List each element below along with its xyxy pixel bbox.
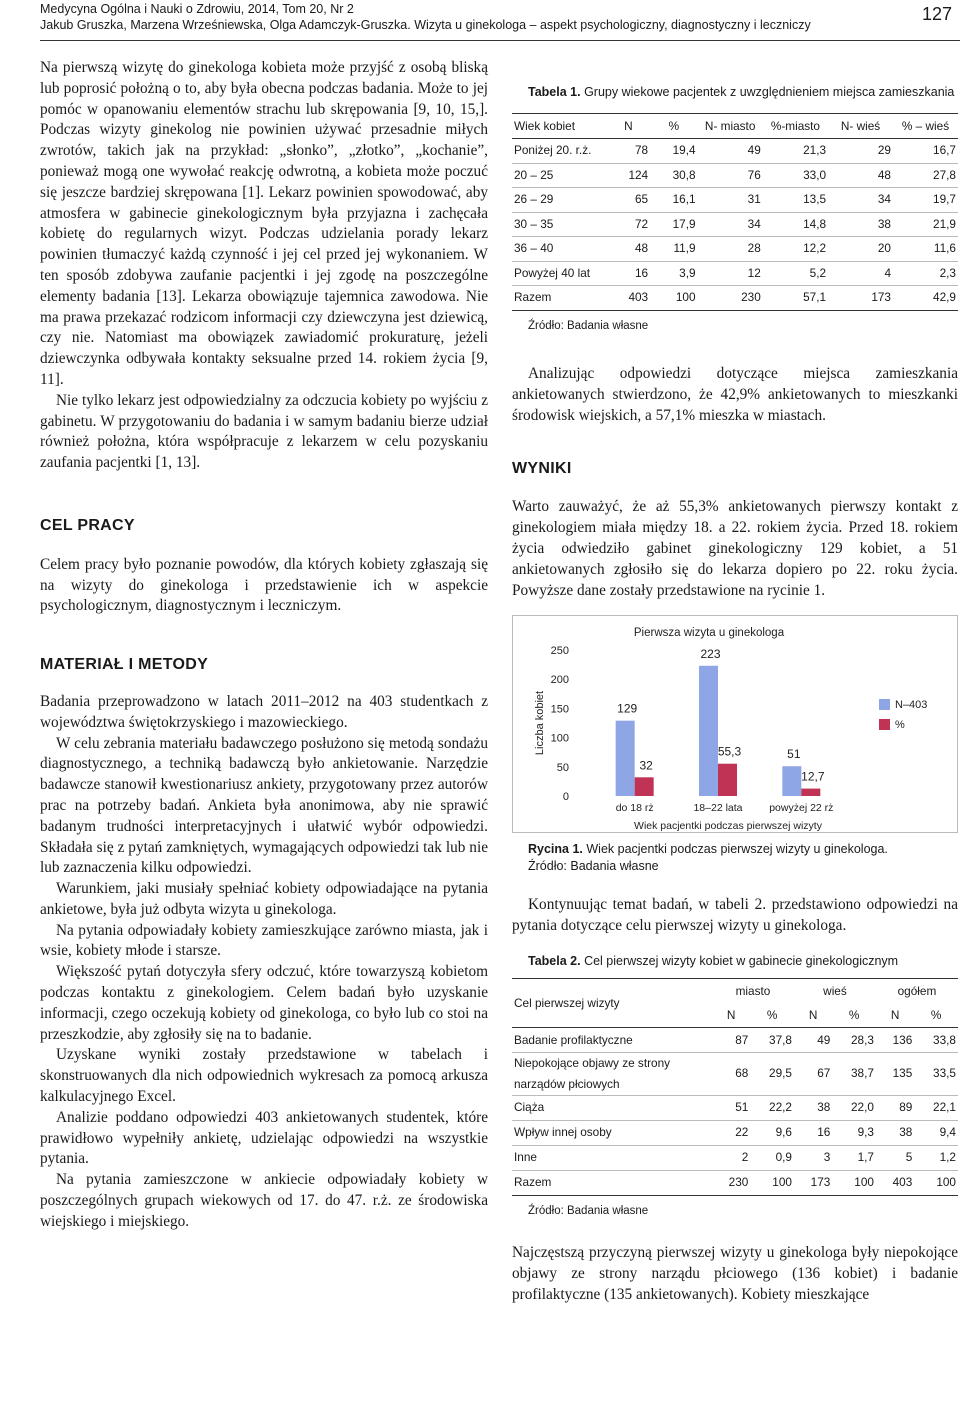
table1-row	[512, 212, 958, 237]
table2-cell: 9,4	[914, 1120, 958, 1145]
chart-y-tick: 50	[556, 762, 569, 775]
chart-bar	[616, 721, 635, 796]
page-number: 127	[921, 4, 952, 24]
table2-row-label: Ciąża	[512, 1095, 712, 1120]
table2-cell: 100	[750, 1170, 794, 1195]
table1-col-header: %-miasto	[763, 114, 828, 139]
table1-cell: 33,0	[763, 163, 828, 188]
chart-bar	[635, 778, 654, 797]
chart-y-tick: 250	[550, 645, 569, 658]
table2-group: ogółem	[876, 979, 958, 1004]
table2-cell: 49	[794, 1028, 832, 1053]
right-column	[512, 58, 958, 1306]
table1-cell: 76	[698, 163, 763, 188]
methods-paragraph: Na pytania odpowiadały kobiety zamieszkujące zarówno miasta, jak i wsie, kobiety młode i starsze.	[40, 921, 488, 960]
table1-cell: 5,2	[763, 261, 828, 286]
table1-cell: 17,9	[650, 212, 697, 237]
table1-cell: 42,9	[893, 286, 958, 311]
table2-row	[512, 1095, 958, 1120]
table2-sub: %	[750, 1003, 794, 1028]
table2-cell: 22,1	[914, 1095, 958, 1120]
cel-pracy-heading: CEL PRACY	[40, 516, 135, 534]
table2-row	[512, 1170, 958, 1195]
analysis-paragraph: Analizując odpowiedzi dotyczące miejsca zamieszkania ankietowanych stwierdzono, że 42,9% ankietowanych to mieszkanki środowisk wiejskich, a 57,1% mieszka w miastach.	[512, 365, 958, 424]
chart-bar	[699, 666, 718, 796]
table1-cell: 12,2	[763, 237, 828, 262]
chart-x-label: Wiek pacjentki podczas pierwszej wizyty	[634, 820, 822, 833]
table2-caption-text: Cel pierwszej wizyty kobiet w gabinecie ginekologicznym	[584, 954, 899, 969]
table2-row-label: Wpływ innej osoby	[512, 1120, 712, 1145]
table1-cell: 11,9	[650, 237, 697, 262]
table2-cell: 89	[876, 1095, 914, 1120]
methods-paragraph: Badania przeprowadzono w latach 2011–2012 na 403 studentkach z województwa świętokrzyskiego i mazowieckiego.	[40, 692, 488, 731]
chart-bar	[782, 767, 801, 797]
table1-cell: 11,6	[893, 237, 958, 262]
table2-cell: 1,7	[832, 1145, 876, 1170]
table1-caption-text: Grupy wiekowe pacjentek z uwzględnieniem miejsca zamieszkania	[584, 85, 955, 99]
table1-cell: 19,4	[650, 139, 697, 164]
chart-data-label: 55,3	[717, 745, 742, 760]
intro-paragraph: Na pierwszą wizytę do ginekologa kobieta może przyjść z osobą bliską lub poprosić położną o to, aby była obecna podczas badania. Może to jej pomóc w opanowaniu elementów strachu lub skrępowania [9, 10, 15,]. Podczas wizyty ginekolog nie powinien używać przesadnie miłych zwrotów, takich jak na przykład: „słonko”, „złotko”, „kochanie”, ponieważ mogą one wywołać reakcję odwrotną, a kobieta może poczuć się jeszcze bardziej skrępowana [1]. Lekarz powinien spowodować, aby atmosfera w gabinecie ginekologicznym była przyjazna i zachęcała kobietę do regularnych wizyt. Podczas udzielania porady lekarz powinien tłumaczyć każdą czynność i jej cel przed jej wykonaniem. W ten sposób zdobywa zaufanie pacjentki i jej zgodę na poszczególne elementy badania [13]. Lekarza obowiązuje tajemnica zawodowa. Nie ma prawa przekazać rodzicom informacji czy dziewczyna jest dziewicą, czy nie. Natomiast ma obowiązek zawiadomić prokuraturę, jeżeli dziewczynka odbywała kontakty seksualne przed 14. rokiem życia [9, 11].	[40, 59, 488, 388]
table1-cell: 49	[698, 139, 763, 164]
chart-y-tick: 0	[562, 791, 569, 804]
table1-cell: 124	[607, 163, 650, 188]
table2-sub: %	[832, 1003, 876, 1028]
table2-cell: 5	[876, 1145, 914, 1170]
chart-x-tick: powyżej 22 rż	[769, 802, 834, 815]
continuation-paragraph: Kontynuując temat badań, w tabeli 2. przedstawiono odpowiedzi na pytania dotyczące celu pierwszej wizyty u ginekologa.	[512, 896, 958, 935]
methods-paragraph: W celu zebrania materiału badawczego posłużono się metodą sondażu diagnostycznego, a techniką badawczą było ankietowanie. Narzędzie badawcze stanowił kwestionariusz ankiety, przygotowany przez autorów prac na potrzeby badań. Ankieta była anonimowa, aby nie sprawić badanym trudności interpretacyjnych i ułatwić wybór odpowiedzi. Składała się z pytań zamkniętych, wymagających odpowiedzi tak lub nie lub zaznaczenia kilku odpowiedzi.	[40, 734, 488, 877]
table1-source: Źródło: Badania własne	[528, 319, 649, 332]
table1-cell: 30,8	[650, 163, 697, 188]
table1-cell: 3,9	[650, 261, 697, 286]
table2-cell: 51	[712, 1095, 750, 1120]
chart-data-label: 32	[639, 758, 653, 773]
table1-row	[512, 261, 958, 286]
table2-cell: 9,6	[750, 1120, 794, 1145]
table2-cell: 22	[712, 1120, 750, 1145]
table2-row	[512, 1028, 958, 1053]
table1-col-header: % – wieś	[893, 114, 958, 139]
table1-row-label: Razem	[512, 286, 607, 311]
chart-y-tick: 100	[550, 733, 569, 746]
chart-y-tick: 200	[550, 674, 569, 687]
table2-cell: 136	[876, 1028, 914, 1053]
chart-data-label: 51	[787, 747, 801, 762]
chart-data-label: 223	[700, 647, 721, 662]
table1-cell: 27,8	[893, 163, 958, 188]
table2-cell: 68	[712, 1053, 750, 1096]
chart-bar	[801, 789, 820, 796]
table2-cell: 22,0	[832, 1095, 876, 1120]
table1-cell: 100	[650, 286, 697, 311]
table1-row	[512, 237, 958, 262]
table1-cell: 12	[698, 261, 763, 286]
table2-cell: 67	[794, 1053, 832, 1096]
table2-cell: 38,7	[832, 1053, 876, 1096]
figure1-caption	[512, 841, 958, 858]
table1-cell: 31	[698, 188, 763, 213]
table1-cell: 38	[828, 212, 893, 237]
table2-cell: 3	[794, 1145, 832, 1170]
table1-cell: 48	[828, 163, 893, 188]
methods-paragraph: Na pytania zamieszczone w ankiecie odpowiadały kobiety w poszczególnych grupach wiekowych od 17. do 47. r.ż. ze środowiska wiejskiego i miejskiego.	[40, 1171, 488, 1230]
journal-name: Medycyna Ogólna i Nauki o Zdrowiu, 2014, Tom 20, Nr 2	[40, 2, 354, 16]
legend-swatch	[879, 719, 890, 730]
table2-row-label: Inne	[512, 1145, 712, 1170]
table1-cell: 2,3	[893, 261, 958, 286]
results-paragraph: Warto zauważyć, że aż 55,3% ankietowanych pierwszy kontakt z ginekologiem miała między 18. a 22. rokiem życia. Przed 18. rokiem życia odwiedziło gabinet ginekologiczny 129 kobiet, a 51 ankietowanych zgłosiło się do lekarza dopiero po 22. roku życia. Powyższe dane zostały przedstawione na rycinie 1.	[512, 498, 958, 599]
bar-chart-svg	[513, 616, 959, 834]
table2-cell: 100	[832, 1170, 876, 1195]
table1-caption	[512, 84, 958, 101]
table1-cell: 16,7	[893, 139, 958, 164]
table2-cell: 29,5	[750, 1053, 794, 1096]
chart-y-tick: 150	[550, 703, 569, 716]
table1-cell: 16,1	[650, 188, 697, 213]
figure1-caption-text: Wiek pacjentki podczas pierwszej wizyty u ginekologa.	[586, 842, 888, 857]
table2-cell: 100	[914, 1170, 958, 1195]
table2-body	[512, 979, 958, 1196]
table1-cell: 403	[607, 286, 650, 311]
table1-cell: 20	[828, 237, 893, 262]
table1-col-header: %	[650, 114, 697, 139]
table1-cell: 29	[828, 139, 893, 164]
table1-cell: 28	[698, 237, 763, 262]
intro-paragraph: Nie tylko lekarz jest odpowiedzialny za odczucia kobiety po wyjściu z gabinetu. W przygotowaniu do badania i w samym badaniu bierze udział również położna, która współpracuje z lekarzem w celu pozyskaniu zaufania pacjentki [1, 13].	[40, 391, 488, 472]
table2-label: Tabela 2.	[528, 954, 581, 969]
left-column	[40, 58, 488, 1233]
table2-sub: N	[712, 1003, 750, 1028]
table2-row-header: Cel pierwszej wizyty	[512, 979, 712, 1028]
table1-cell: 16	[607, 261, 650, 286]
header-rule	[40, 40, 960, 41]
cel-pracy-text: Celem pracy było poznanie powodów, dla których kobiety zgłaszają się na wizyty do ginekologa i przedstawienie ich w aspekcie psychologicznym, diagnostycznym i leczniczym.	[40, 555, 488, 615]
table1-body	[512, 139, 958, 311]
table1-row-label: Poniżej 20. r.ż.	[512, 139, 607, 164]
figure1-label: Rycina 1.	[528, 842, 583, 857]
table1-cell: 72	[607, 212, 650, 237]
table2-caption	[512, 953, 958, 970]
table2-cell: 230	[712, 1170, 750, 1195]
table1-cell: 13,5	[763, 188, 828, 213]
table1-col-header: Wiek kobiet	[512, 114, 607, 139]
table2-row	[512, 1120, 958, 1145]
table1-row-label: 30 – 35	[512, 212, 607, 237]
final-paragraph: Najczęstszą przyczyną pierwszej wizyty u ginekologa były niepokojące objawy ze strony narządu płciowego (136 kobiet) i badanie profilaktyczne (135 ankietowanych). Kobiety mieszkające	[512, 1244, 958, 1304]
table2-cell: 1,2	[914, 1145, 958, 1170]
table2-cell: 9,3	[832, 1120, 876, 1145]
table1-cell: 19,7	[893, 188, 958, 213]
table2-sub: %	[914, 1003, 958, 1028]
table1-row-label: Powyżej 40 lat	[512, 261, 607, 286]
table1-cell: 48	[607, 237, 650, 262]
table1-cell: 34	[828, 188, 893, 213]
table1-cell: 14,8	[763, 212, 828, 237]
running-header	[40, 0, 960, 36]
table1-cell: 34	[698, 212, 763, 237]
table2-cell: 173	[794, 1170, 832, 1195]
legend-label: %	[895, 719, 905, 732]
table1-cell: 21,3	[763, 139, 828, 164]
table1-cell: 57,1	[763, 286, 828, 311]
table2-cell: 33,5	[914, 1053, 958, 1096]
table2-cell: 2	[712, 1145, 750, 1170]
chart-y-label: Liczba kobiet	[534, 691, 546, 756]
table2-cell: 135	[876, 1053, 914, 1096]
chart-x-tick: do 18 rż	[615, 802, 654, 815]
article-citation: Jakub Gruszka, Marzena Wrześniewska, Olga Adamczyk-Gruszka. Wizyta u ginekologa – aspekt psychologiczny, diagnostyczny i leczniczy	[40, 18, 811, 32]
table1-header-row	[512, 114, 958, 139]
wyniki-heading: WYNIKI	[512, 459, 572, 477]
table1-cell: 78	[607, 139, 650, 164]
chart-data-label: 129	[617, 702, 638, 717]
table2-cell: 33,8	[914, 1028, 958, 1053]
table2-cell: 38	[876, 1120, 914, 1145]
table1-cell: 173	[828, 286, 893, 311]
table1	[512, 113, 958, 311]
table1-row-label: 26 – 29	[512, 188, 607, 213]
table2-row-label: Niepokojące objawy ze strony narządów płciowych	[512, 1053, 712, 1096]
figure1-source: Źródło: Badania własne	[528, 859, 659, 874]
table2-cell: 38	[794, 1095, 832, 1120]
materialy-heading: MATERIAŁ I METODY	[40, 656, 209, 674]
table2-cell: 87	[712, 1028, 750, 1053]
legend-swatch	[879, 699, 890, 710]
methods-paragraph: Analizie poddano odpowiedzi 403 ankietowanych studentek, które prawidłowo wypełniły ankietę, udzielając odpowiedzi na wszystkie pytania.	[40, 1108, 488, 1168]
table2	[512, 978, 958, 1196]
table1-col-header: N- wieś	[828, 114, 893, 139]
table2-row	[512, 1053, 958, 1096]
table1-col-header: N- miasto	[698, 114, 763, 139]
table2-cell: 403	[876, 1170, 914, 1195]
table1-cell: 65	[607, 188, 650, 213]
table2-source: Źródło: Badania własne	[528, 1204, 649, 1217]
table2-row	[512, 1145, 958, 1170]
table2-cell: 37,8	[750, 1028, 794, 1053]
table1-col-header: N	[607, 114, 650, 139]
table1-cell: 230	[698, 286, 763, 311]
legend-label: N–403	[895, 699, 928, 712]
methods-paragraph: Warunkiem, jaki musiały spełniać kobiety odpowiadające na pytania ankietowe, była już odbyta wizyta u ginekologa.	[40, 880, 488, 918]
table1-row	[512, 139, 958, 164]
table2-cell: 22,2	[750, 1095, 794, 1120]
table2-row-label: Badanie profilaktyczne	[512, 1028, 712, 1053]
table1-row-label: 36 – 40	[512, 237, 607, 262]
table1-cell: 21,9	[893, 212, 958, 237]
table1-label: Tabela 1.	[528, 85, 581, 99]
table1-row	[512, 163, 958, 188]
table1-row-label: 20 – 25	[512, 163, 607, 188]
table2-group-header	[512, 979, 958, 1004]
table2-group: miasto	[712, 979, 794, 1004]
chart-x-tick: 18–22 lata	[693, 802, 743, 815]
methods-paragraph: Większość pytań dotyczyła sfery odczuć, które towarzyszą kobietom podczas kontaktu z ginekologiem. Celem badań było uzyskanie informacji, czego oczekują kobiety od ginekologa, co było lub co stoi na przeszkodzie, aby zgłosiły się na to badanie.	[40, 963, 488, 1043]
table1-row	[512, 188, 958, 213]
table2-cell: 0,9	[750, 1145, 794, 1170]
table2-sub: N	[794, 1003, 832, 1028]
chart-bar	[718, 764, 737, 796]
figure1-chart	[512, 615, 958, 833]
table1-row	[512, 286, 958, 311]
table1-cell: 4	[828, 261, 893, 286]
table2-cell: 16	[794, 1120, 832, 1145]
methods-paragraph: Uzyskane wyniki zostały przedstawione w tabelach i skonstruowanych dla nich odpowiednich wykresach za pomocą arkusza kalkulacyjnego Excel.	[40, 1046, 488, 1106]
table2-group: wieś	[794, 979, 876, 1004]
table2-sub: N	[876, 1003, 914, 1028]
table2-cell: 28,3	[832, 1028, 876, 1053]
table2-row-label: Razem	[512, 1170, 712, 1195]
chart-title: Pierwsza wizyta u ginekologa	[633, 627, 785, 640]
chart-data-label: 12,7	[801, 770, 825, 785]
